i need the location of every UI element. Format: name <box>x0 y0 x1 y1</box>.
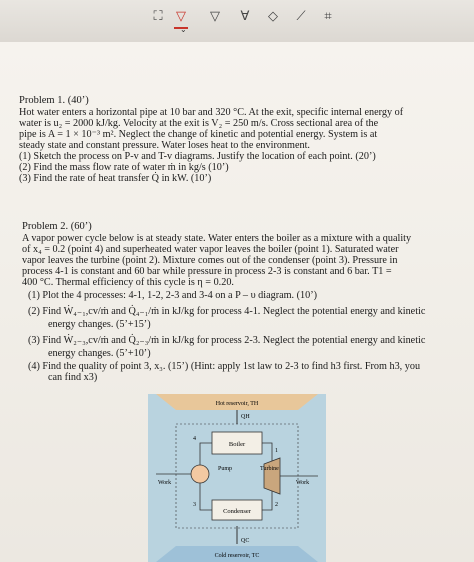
point-3-label: 3 <box>193 502 196 508</box>
problem1-title: Problem 1. (40’) <box>19 95 89 106</box>
point-4-label: 4 <box>193 436 196 442</box>
qh-label: QH <box>241 414 250 420</box>
eraser-icon[interactable]: ◇ <box>268 9 278 24</box>
problem2-line: energy changes. (5’+10’) <box>48 348 151 359</box>
turbine-label: Turbine <box>260 466 279 472</box>
problem1-line: steady state and constant pressure. Water loses heat to the environment. <box>19 140 310 151</box>
problem2-line: energy changes. (5’+15’) <box>48 319 151 330</box>
problem1-line: (1) Sketch the process on P-v and T-v diagrams. Justify the location of each point. (20’) <box>19 151 376 162</box>
boiler-label: Boiler <box>228 441 246 448</box>
problem2-line: vapor leaves the turbine (point 2). Mixture comes out of the condenser (point 3). Pressure in <box>22 255 398 266</box>
problem2-line: A vapor power cycle below is at steady state. Water enters the boiler as a mixture with a quality <box>22 233 412 244</box>
pump <box>191 465 209 483</box>
document-page <box>0 42 474 562</box>
problem2-title: Problem 2. (60’) <box>22 221 92 232</box>
chevron-down-icon[interactable]: ⌄ <box>180 25 187 34</box>
hot-reservoir-label: Hot reservoir, TH <box>215 401 259 407</box>
problem2-line: (1) Plot the 4 processes: 4-1, 1-2, 2-3 and 3-4 on a P – υ diagram. (10’) <box>28 290 318 301</box>
problem1-line: water is u₂ = 2000 kJ/kg. Velocity at the exit is V₂ = 250 m/s. Cross sectional area of the <box>19 118 379 129</box>
problem1-line: pipe is A = 1 × 10⁻³ m². Neglect the change of kinetic and potential energy. System is at <box>19 129 378 140</box>
annotation-toolbar <box>0 0 474 42</box>
problem2-line: 400 °C. Thermal efficiency of this cycle is η = 0.20. <box>22 277 234 288</box>
problem2-line: (2) Find Ẇ₄₋₁,cv/ṁ and Q̇₄₋₁/ṁ in kJ/kg for process 4-1. Neglect the potential energy and kinetic <box>28 306 426 317</box>
problem2-line: can find x3) <box>48 372 98 383</box>
touch-tool-icon[interactable]: ⛶ <box>153 9 163 24</box>
problem2-line: of x₄ = 0.2 (point 4) and superheated water vapor leaves the boiler (point 1). Saturated water <box>22 244 399 255</box>
turbine <box>264 458 280 494</box>
qc-label: QC <box>241 538 250 544</box>
work-right-label: Work <box>296 480 310 486</box>
condenser-label: Condenser <box>223 508 251 515</box>
problem2-line: (4) Find the quality of point 3, x₃. (15’) (Hint: apply 1st law to 2-3 to find h3 first. From h3, you <box>28 361 421 372</box>
point-2-label: 2 <box>275 502 278 508</box>
problem1-line: (2) Find the mass flow rate of water ṁ in kg/s (10’) <box>19 162 229 173</box>
work-left-label: Work <box>158 480 172 486</box>
problem2-line: (3) Find Ẇ₂₋₃,cv/ṁ and Q̇₂₋₃/ṁ in kJ/kg for process 2-3. Neglect the potential energy and kinetic <box>28 335 426 346</box>
highlighter-red-icon[interactable]: ▽ <box>173 8 189 28</box>
pencil-icon[interactable]: ⟋ <box>296 9 306 24</box>
problem1-line: (3) Find the rate of heat transfer Q̇ in kW. (10’) <box>19 173 212 184</box>
pen-icon[interactable]: ∀ <box>240 9 250 24</box>
power-cycle-diagram <box>148 394 326 562</box>
lasso-icon[interactable]: ⌗ <box>324 9 332 24</box>
problem2-line: process 4-1 is constant and 60 bar while pressure in process 2-3 is constant and 6 bar. T1 = <box>22 266 392 277</box>
cold-reservoir-label: Cold reservoir, TC <box>214 553 260 559</box>
point-1-label: 1 <box>275 448 278 454</box>
pump-label: Pump <box>218 466 233 472</box>
highlighter-icon[interactable]: ▽ <box>210 9 220 24</box>
problem1-line: Hot water enters a horizontal pipe at 10 bar and 320 °C. At the exit, specific internal energy of <box>19 107 404 118</box>
